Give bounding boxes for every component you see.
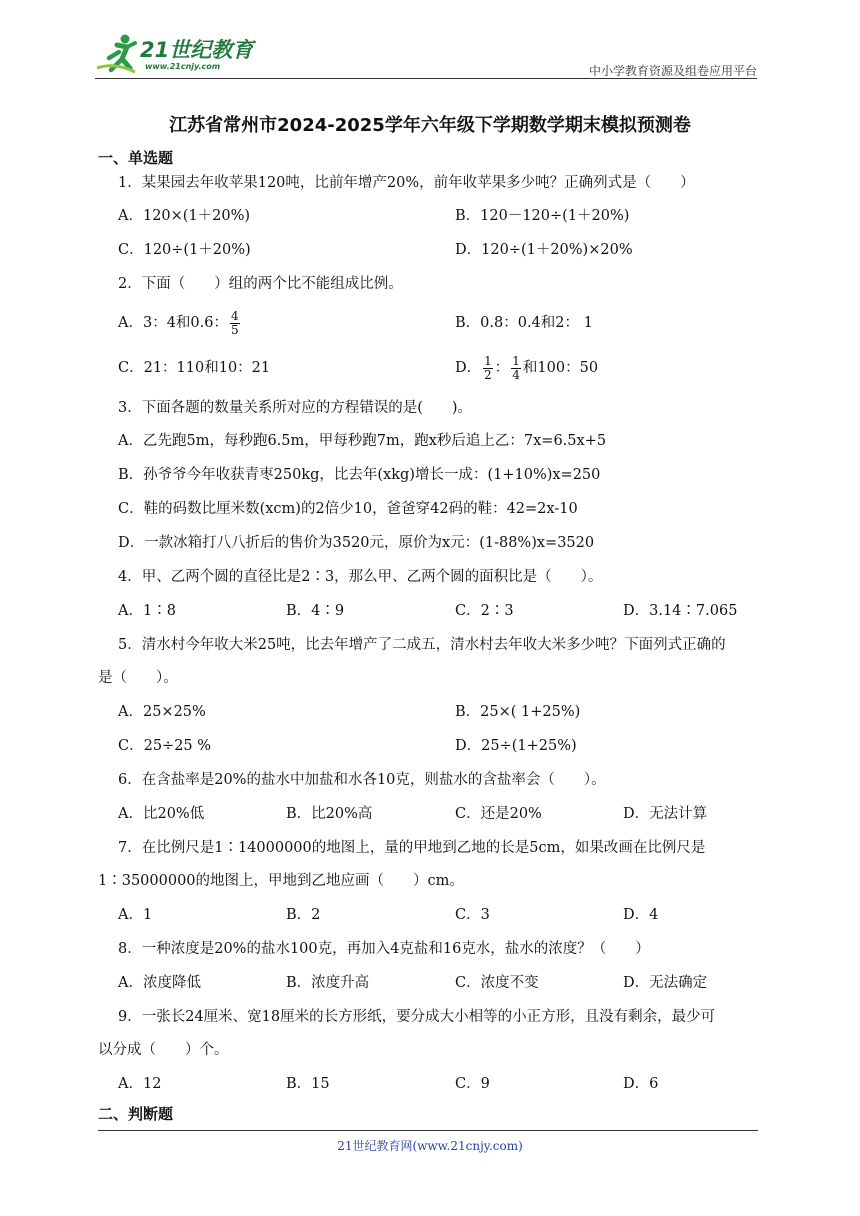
question-2-option-d: [455, 353, 598, 383]
question-5-option-c: C．25÷25 %: [118, 738, 212, 754]
question-8-option-d: D．无法确定: [623, 975, 708, 991]
question-1-stem: 1．某果园去年收苹果120吨，比前年增产20%，前年收苹果多少吨？正确列式是（ ）: [118, 175, 695, 191]
question-1-option-c: C．120÷(1＋20%): [118, 242, 251, 258]
question-8-option-b: B．浓度升高: [286, 975, 370, 991]
fraction-denominator: 2: [484, 367, 492, 382]
question-6-option-c: C．还是20%: [455, 806, 542, 822]
footer-divider: [98, 1130, 758, 1131]
fraction-denominator: 4: [512, 367, 520, 382]
question-2-stem: 2．下面（ ）组的两个比不能组成比例。: [118, 276, 403, 292]
question-5-stem-line-1: 5．清水村今年收大米25吨，比去年增产了二成五，清水村去年收大米多少吨？下面列式正确的: [118, 637, 726, 653]
fraction-numerator: 1: [484, 353, 492, 368]
question-3-option-b: B．孙爷爷今年收获青枣250kg，比去年(xkg)增长一成：(1+10%)x=250: [118, 467, 601, 483]
footer-link[interactable]: 21世纪教育网(www.21cnjy.com): [337, 1139, 523, 1153]
fraction: [483, 355, 493, 382]
question-4-option-c: C．2∶3: [455, 603, 514, 619]
question-5-option-d: D．25÷(1+25%): [455, 738, 577, 754]
question-2-option-a-text: A．3：4和0.6：: [118, 315, 228, 331]
question-2-option-d-label: D．: [455, 360, 482, 376]
question-6-option-d: D．无法计算: [623, 806, 708, 822]
question-7-stem-line-2: 1∶35000000的地图上，甲地到乙地应画（ ）cm。: [98, 873, 464, 889]
question-1-option-b: B．120－120÷(1＋20%): [455, 208, 630, 224]
question-4-option-b: B．4∶9: [286, 603, 345, 619]
question-1-option-d: D．120÷(1＋20%)×20%: [455, 242, 633, 258]
fraction-numerator: 1: [512, 353, 520, 368]
section-heading-true-false: 二、判断题: [98, 1105, 174, 1123]
question-2-option-a: [118, 308, 242, 338]
question-9-stem-line-1: 9．一张长24厘米、宽18厘米的长方形纸，要分成大小相等的小正方形，且没有剩余，最少可: [118, 1009, 716, 1025]
question-2-option-c: C．21：110和10：21: [118, 360, 271, 376]
platform-name: 中小学教育资源及组卷应用平台: [588, 64, 757, 78]
question-5-stem-line-2: 是（ ）。: [98, 670, 178, 686]
question-7-option-b: B．2: [286, 907, 321, 923]
question-9-option-a: A．12: [118, 1076, 162, 1092]
question-9-stem-line-2: 以分成（ ）个。: [98, 1042, 229, 1058]
logo-url: www.21cnjy.com: [145, 62, 221, 71]
question-7-option-a: A．1: [118, 907, 153, 923]
logo-text: 21世纪教育: [140, 38, 254, 62]
question-1-option-a: A．120×(1＋20%): [118, 208, 251, 224]
question-3-option-a: A．乙先跑5m，每秒跑6.5m，甲每秒跑7m，跑x秒后追上乙：7x=6.5x+5: [118, 433, 607, 449]
question-8-stem: 8．一种浓度是20%的盐水100克，再加入4克盐和16克水，盐水的浓度？（ ）: [118, 941, 650, 957]
question-5-option-a: A．25×25%: [118, 704, 206, 720]
question-6-option-b: B．比20%高: [286, 806, 373, 822]
ratio-separator: ：: [494, 360, 510, 376]
question-4-option-a: A．1∶8: [118, 603, 176, 619]
section-heading-single-choice: 一、单选题: [98, 149, 174, 167]
question-9-option-b: B．15: [286, 1076, 330, 1092]
question-9-option-d: D．6: [623, 1076, 659, 1092]
question-7-option-d: D．4: [623, 907, 659, 923]
question-9-option-c: C．9: [455, 1076, 490, 1092]
header-divider: [95, 78, 757, 79]
question-6-stem: 6．在含盐率是20%的盐水中加盐和水各10克，则盐水的含盐率会（ ）。: [118, 772, 606, 788]
question-7-stem-line-1: 7．在比例尺是1∶14000000的地图上，量的甲地到乙地的长是5cm，如果改画在比例尺是: [118, 840, 706, 856]
question-6-option-a: A．比20%低: [118, 806, 205, 822]
fraction-denominator: 5: [230, 322, 239, 337]
logo: [95, 32, 285, 76]
fraction: [230, 310, 240, 337]
question-3-stem: 3．下面各题的数量关系所对应的方程错误的是( )。: [118, 400, 473, 416]
question-8-option-a: A．浓度降低: [118, 975, 201, 991]
question-5-option-b: B．25×( 1+25%): [455, 704, 581, 720]
question-4-option-d: D．3.14∶7.065: [623, 603, 738, 619]
question-4-stem: 4．甲、乙两个圆的直径比是2∶3，那么甲、乙两个圆的面积比是（ ）。: [118, 569, 603, 585]
question-8-option-c: C．浓度不变: [455, 975, 539, 991]
question-3-option-c: C．鞋的码数比厘米数(xcm)的2倍少10，爸爸穿42码的鞋：42=2x-10: [118, 501, 578, 517]
page-header: [95, 28, 757, 80]
question-2-option-b: B．0.8：0.4和2： 1: [455, 315, 593, 331]
page-title: 江苏省常州市2024-2025学年六年级下学期数学期末模拟预测卷: [169, 115, 691, 136]
question-3-option-d: D．一款冰箱打八八折后的售价为3520元，原价为x元：(1-88%)x=3520: [118, 535, 595, 551]
question-7-option-c: C．3: [455, 907, 490, 923]
fraction-numerator: 4: [230, 308, 239, 323]
runner-logo-icon: [95, 32, 139, 76]
question-2-option-d-text: 和100：50: [522, 360, 599, 376]
fraction: [511, 355, 521, 382]
